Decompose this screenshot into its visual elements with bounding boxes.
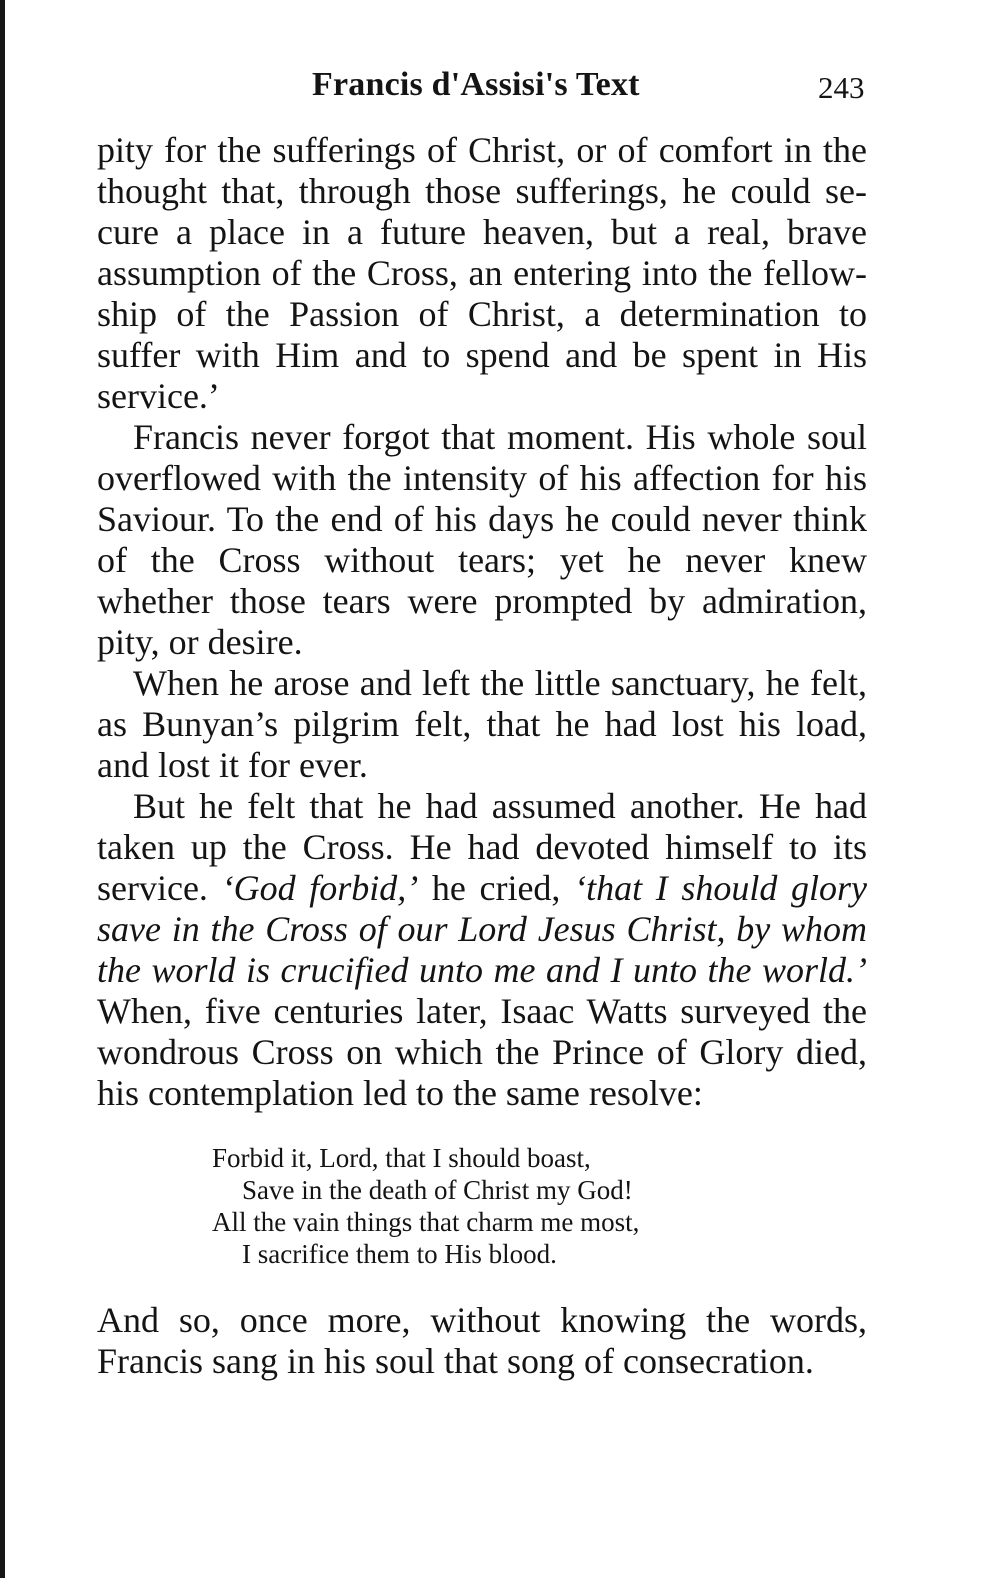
verse-line: All the vain things that charm me most, xyxy=(212,1207,640,1237)
paragraph: When he arose and left the little sanctuary, he felt, as Bunyan’s pilgrim felt, that he had lost his load, and lost it for ever. xyxy=(97,663,867,785)
page-edge-rule xyxy=(0,0,5,1578)
verse-line: Save in the death of Christ my God! xyxy=(242,1175,633,1205)
closing-text xyxy=(97,1300,867,1382)
verse-line: I sacrifice them to His blood. xyxy=(242,1239,557,1269)
paragraph-text: When, five centuries later, Isaac Watts surveyed the wondrous Cross on which the Prince of Glory died, his contemplation led to the same resolve: xyxy=(97,991,867,1113)
paragraph: Francis never forgot that moment. His whole soul overflowed with the intensity of his affection for his Saviour. To the end of his days he could never think of the Cross without tears; yet he never knew whether those tears were prompted by admiration, pity, or desire. xyxy=(97,417,867,662)
paragraph xyxy=(97,786,867,1114)
quotation: ‘that I should glory save in the Cross of our Lord Jesus Christ, by whom the world is crucified unto me and I unto the world.’ xyxy=(97,868,867,990)
hymn-verse xyxy=(212,1142,639,1270)
body-text xyxy=(97,130,867,1114)
running-header-title: Francis d'Assisi's Text xyxy=(312,66,640,103)
paragraph: And so, once more, without knowing the words, Francis sang in his soul that song of consecration. xyxy=(97,1300,867,1381)
paragraph: pity for the sufferings of Christ, or of comfort in the thought that, through those sufferings, he could secure a place in a future heaven, but a real, brave assumption of the Cross, an entering into the fellowship of the Passion of Christ, a determination to suffer with Him and to spend and be spent in His service.’ xyxy=(97,130,867,416)
quotation: ‘God forbid,’ xyxy=(221,868,419,908)
page-number: 243 xyxy=(818,70,865,105)
paragraph-text: he cried, xyxy=(418,868,575,908)
verse-line: Forbid it, Lord, that I should boast, xyxy=(212,1143,591,1173)
paragraph-text: But he felt that he had assumed another. He had taken up the Cross. He had devoted himself to its service. xyxy=(97,786,867,908)
